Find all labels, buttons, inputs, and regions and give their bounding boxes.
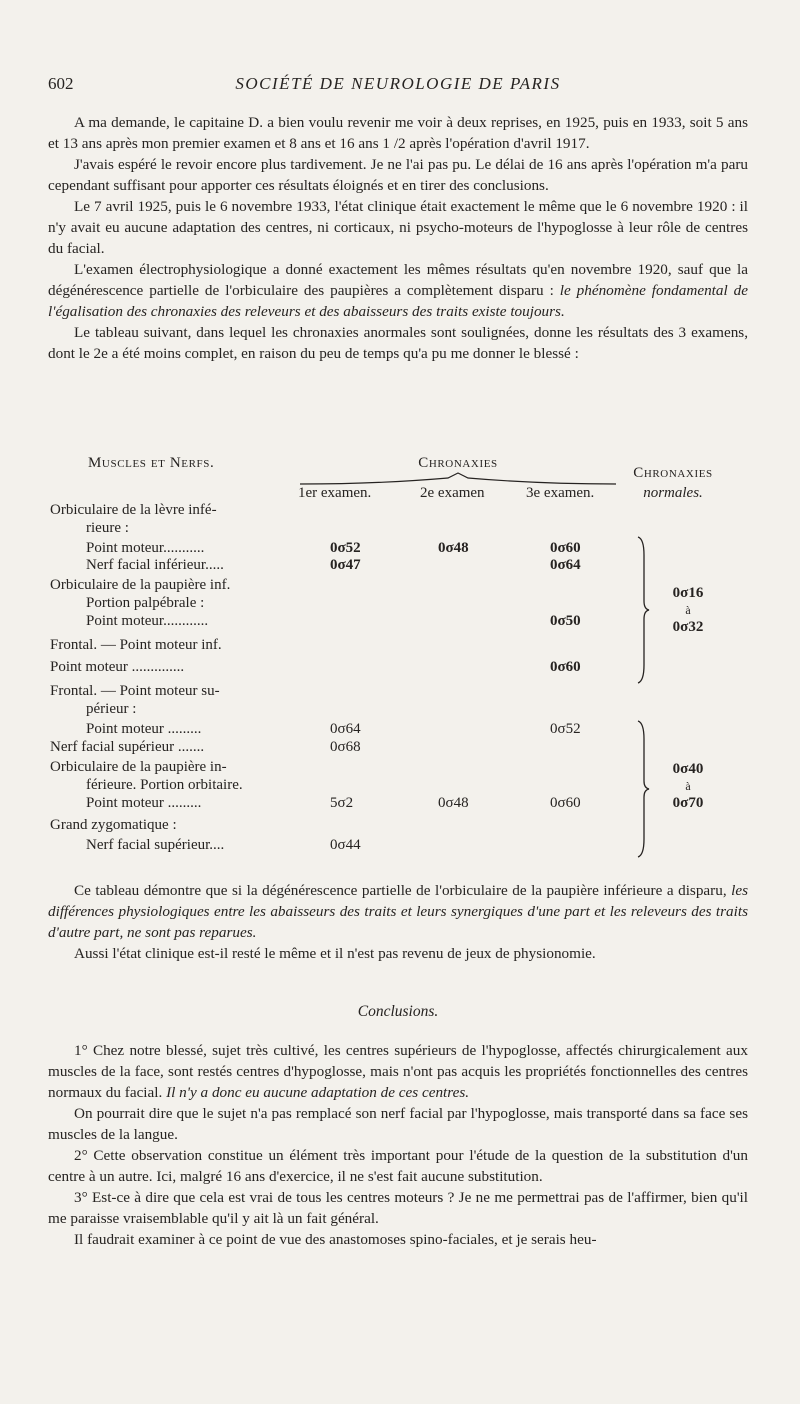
conclusions-block: [48, 1040, 748, 1250]
conclusion-1-italic: Il n'y a donc eu aucune adaptation de ces centres.: [166, 1084, 470, 1101]
conclusion-1-text: 1° Chez notre blessé, sujet très cultivé, les centres supérieurs de l'hypoglosse, affectés chirurgicalement aux muscles de la face, sont restés centres d'hypoglosse, mais n'ont pas acquis les propriétés fonctionnelles des centres normaux du facial.: [48, 1042, 748, 1101]
table-cell-e1: 0σ68: [330, 739, 361, 755]
col-header-exam3: 3e examen.: [526, 485, 595, 501]
table-row-label: Frontal. — Point moteur su-: [50, 683, 220, 699]
table-row-label: rieure :: [86, 520, 129, 536]
table-row-label: férieure. Portion orbitaire.: [86, 777, 243, 793]
paragraph-2: J'avais espéré le revoir encore plus tardivement. Je ne l'ai pas pu. Le délai de 16 ans après l'opération m'a paru cependant suffisant pour apporter ces résultats éloignés et en tirer des conclusions.: [48, 156, 748, 194]
normal-range-2-sep: à: [685, 779, 691, 793]
page-header: [48, 74, 748, 98]
paragraph-6: [48, 880, 748, 943]
col-header-exam2: 2e examen: [420, 485, 485, 501]
table-cell-e1: 0σ52: [330, 540, 361, 556]
running-title: SOCIÉTÉ DE NEUROLOGIE DE PARIS: [235, 74, 561, 93]
normal-range-brace-1: [636, 535, 650, 685]
paragraph-4-italic: le phénomène fondamental de l'égalisation des chronaxies des releveurs et des abaisseurs des traits existe toujours.: [48, 282, 748, 320]
table-row-label: Point moteur...........: [86, 540, 205, 556]
col-header-chronaxies: Chronaxies: [418, 455, 498, 471]
paragraph-4: [48, 259, 748, 322]
col-header-muscles: Muscles et Nerfs.: [88, 455, 215, 471]
normal-range-1-low: 0σ16: [672, 585, 704, 601]
table-cell-e3: 0σ64: [550, 557, 581, 573]
paragraph-7: Aussi l'état clinique est-il resté le même et il n'est pas revenu de jeux de physionomie.: [74, 945, 596, 962]
paragraph-6-italic: les différences physiologiques entre les abaisseurs des traits et leurs synergiques d'une part et les releveurs des traits d'autre part, ne sont pas reparues.: [48, 882, 748, 941]
col-header-exam1: 1er examen.: [298, 485, 372, 501]
col-header-normales-1: Chronaxies: [633, 465, 713, 481]
table-cell-e3: 0σ60: [550, 795, 581, 811]
table-cell-e3: 0σ60: [550, 659, 581, 675]
table-cell-e3: 0σ50: [550, 613, 581, 629]
paragraph-4-text: L'examen électrophysiologique a donné exactement les mêmes résultats qu'en novembre 1920, sauf que la dégénérescence partielle de l'orbiculaire des paupières a complètement disparu :: [48, 261, 748, 299]
conclusion-2: 2° Cette observation constitue un élément très important pour l'étude de la question de la substitution d'un centre à un autre. Ici, malgré 16 ans d'exercice, il ne s'est fait aucune substitution.: [48, 1147, 748, 1185]
table-cell-e1: 0σ44: [330, 837, 361, 853]
paragraph-1: A ma demande, le capitaine D. a bien voulu revenir me voir à deux reprises, en 1925, puis en 1933, soit 5 ans et 13 ans après mon premier examen et 8 ans et 16 ans 1 /2 après l'opération d'avril 1917.: [48, 114, 748, 152]
table-row-label: Nerf facial supérieur .......: [50, 739, 205, 755]
post-table-block: [48, 880, 748, 964]
col-header-normales-2: normales.: [643, 485, 703, 501]
paragraph-6-text: Ce tableau démontre que si la dégénérescence partielle de l'orbiculaire de la paupière inférieure a disparu,: [74, 882, 732, 899]
conclusion-1: [48, 1040, 748, 1103]
table-cell-e3: 0σ60: [550, 540, 581, 556]
table-row-label: Orbiculaire de la paupière inf.: [50, 577, 231, 593]
table-row-label: Frontal. — Point moteur inf.: [50, 637, 222, 653]
table-cell-e1: 0σ47: [330, 557, 361, 573]
normal-range-1-sep: à: [685, 603, 691, 617]
conclusion-4: Il faudrait examiner à ce point de vue des anastomoses spino-faciales, et je serais heu-: [74, 1231, 597, 1248]
table-row-label: Point moteur .........: [86, 795, 202, 811]
paragraph-3: Le 7 avril 1925, puis le 6 novembre 1933, l'état clinique était exactement le même que le 6 novembre 1920 : il n'y avait eu aucune adaptation des centres, ni corticaux, ni psycho-moteurs de l'hypoglosse à leur rôle de centres du facial.: [48, 198, 748, 257]
table-row-label: Orbiculaire de la lèvre infé-: [50, 502, 217, 518]
normal-range-brace-2: [636, 719, 650, 859]
normal-range-1-high: 0σ32: [672, 619, 704, 635]
table-row-label: Orbiculaire de la paupière in-: [50, 759, 227, 775]
table-cell-e2: 0σ48: [438, 795, 469, 811]
table-row-label: périeur :: [86, 701, 137, 717]
table-row-label: Point moteur............: [86, 613, 209, 629]
table-row-label: Grand zygomatique :: [50, 817, 177, 833]
table-cell-e1: 0σ64: [330, 721, 361, 737]
normal-range-2-low: 0σ40: [672, 761, 704, 777]
conclusions-title: Conclusions.: [357, 1003, 439, 1020]
page-number: 602: [48, 74, 74, 93]
conclusion-1b: On pourrait dire que le sujet n'a pas remplacé son nerf facial par l'hypoglosse, mais transporté dans sa face ses muscles de la langue.: [48, 1105, 748, 1143]
conclusion-3: 3° Est-ce à dire que cela est vrai de tous les centres moteurs ? Je ne me permettrai pas de l'affirmer, bien qu'il me paraisse vraisemblable qu'il y ait là un fait général.: [48, 1189, 748, 1227]
table-cell-e1: 5σ2: [330, 795, 354, 811]
normal-range-2-high: 0σ70: [672, 795, 704, 811]
table-cell-e3: 0σ52: [550, 721, 581, 737]
paragraph-5: Le tableau suivant, dans lequel les chronaxies anormales sont soulignées, donne les résultats des 3 examens, dont le 2e a été moins complet, en raison du peu de temps qu'a pu me donner le blessé :: [48, 324, 748, 362]
table-row-label: Nerf facial inférieur.....: [86, 557, 224, 573]
table-row-label: Point moteur ..............: [50, 659, 185, 675]
table-cell-e2: 0σ48: [438, 540, 469, 556]
chronaxie-table: [48, 455, 768, 865]
table-row-label: Nerf facial supérieur....: [86, 837, 225, 853]
intro-block: [48, 112, 748, 364]
table-row-label: Portion palpébrale :: [86, 595, 205, 611]
table-row-label: Point moteur .........: [86, 721, 202, 737]
chronaxies-brace: [298, 472, 618, 486]
